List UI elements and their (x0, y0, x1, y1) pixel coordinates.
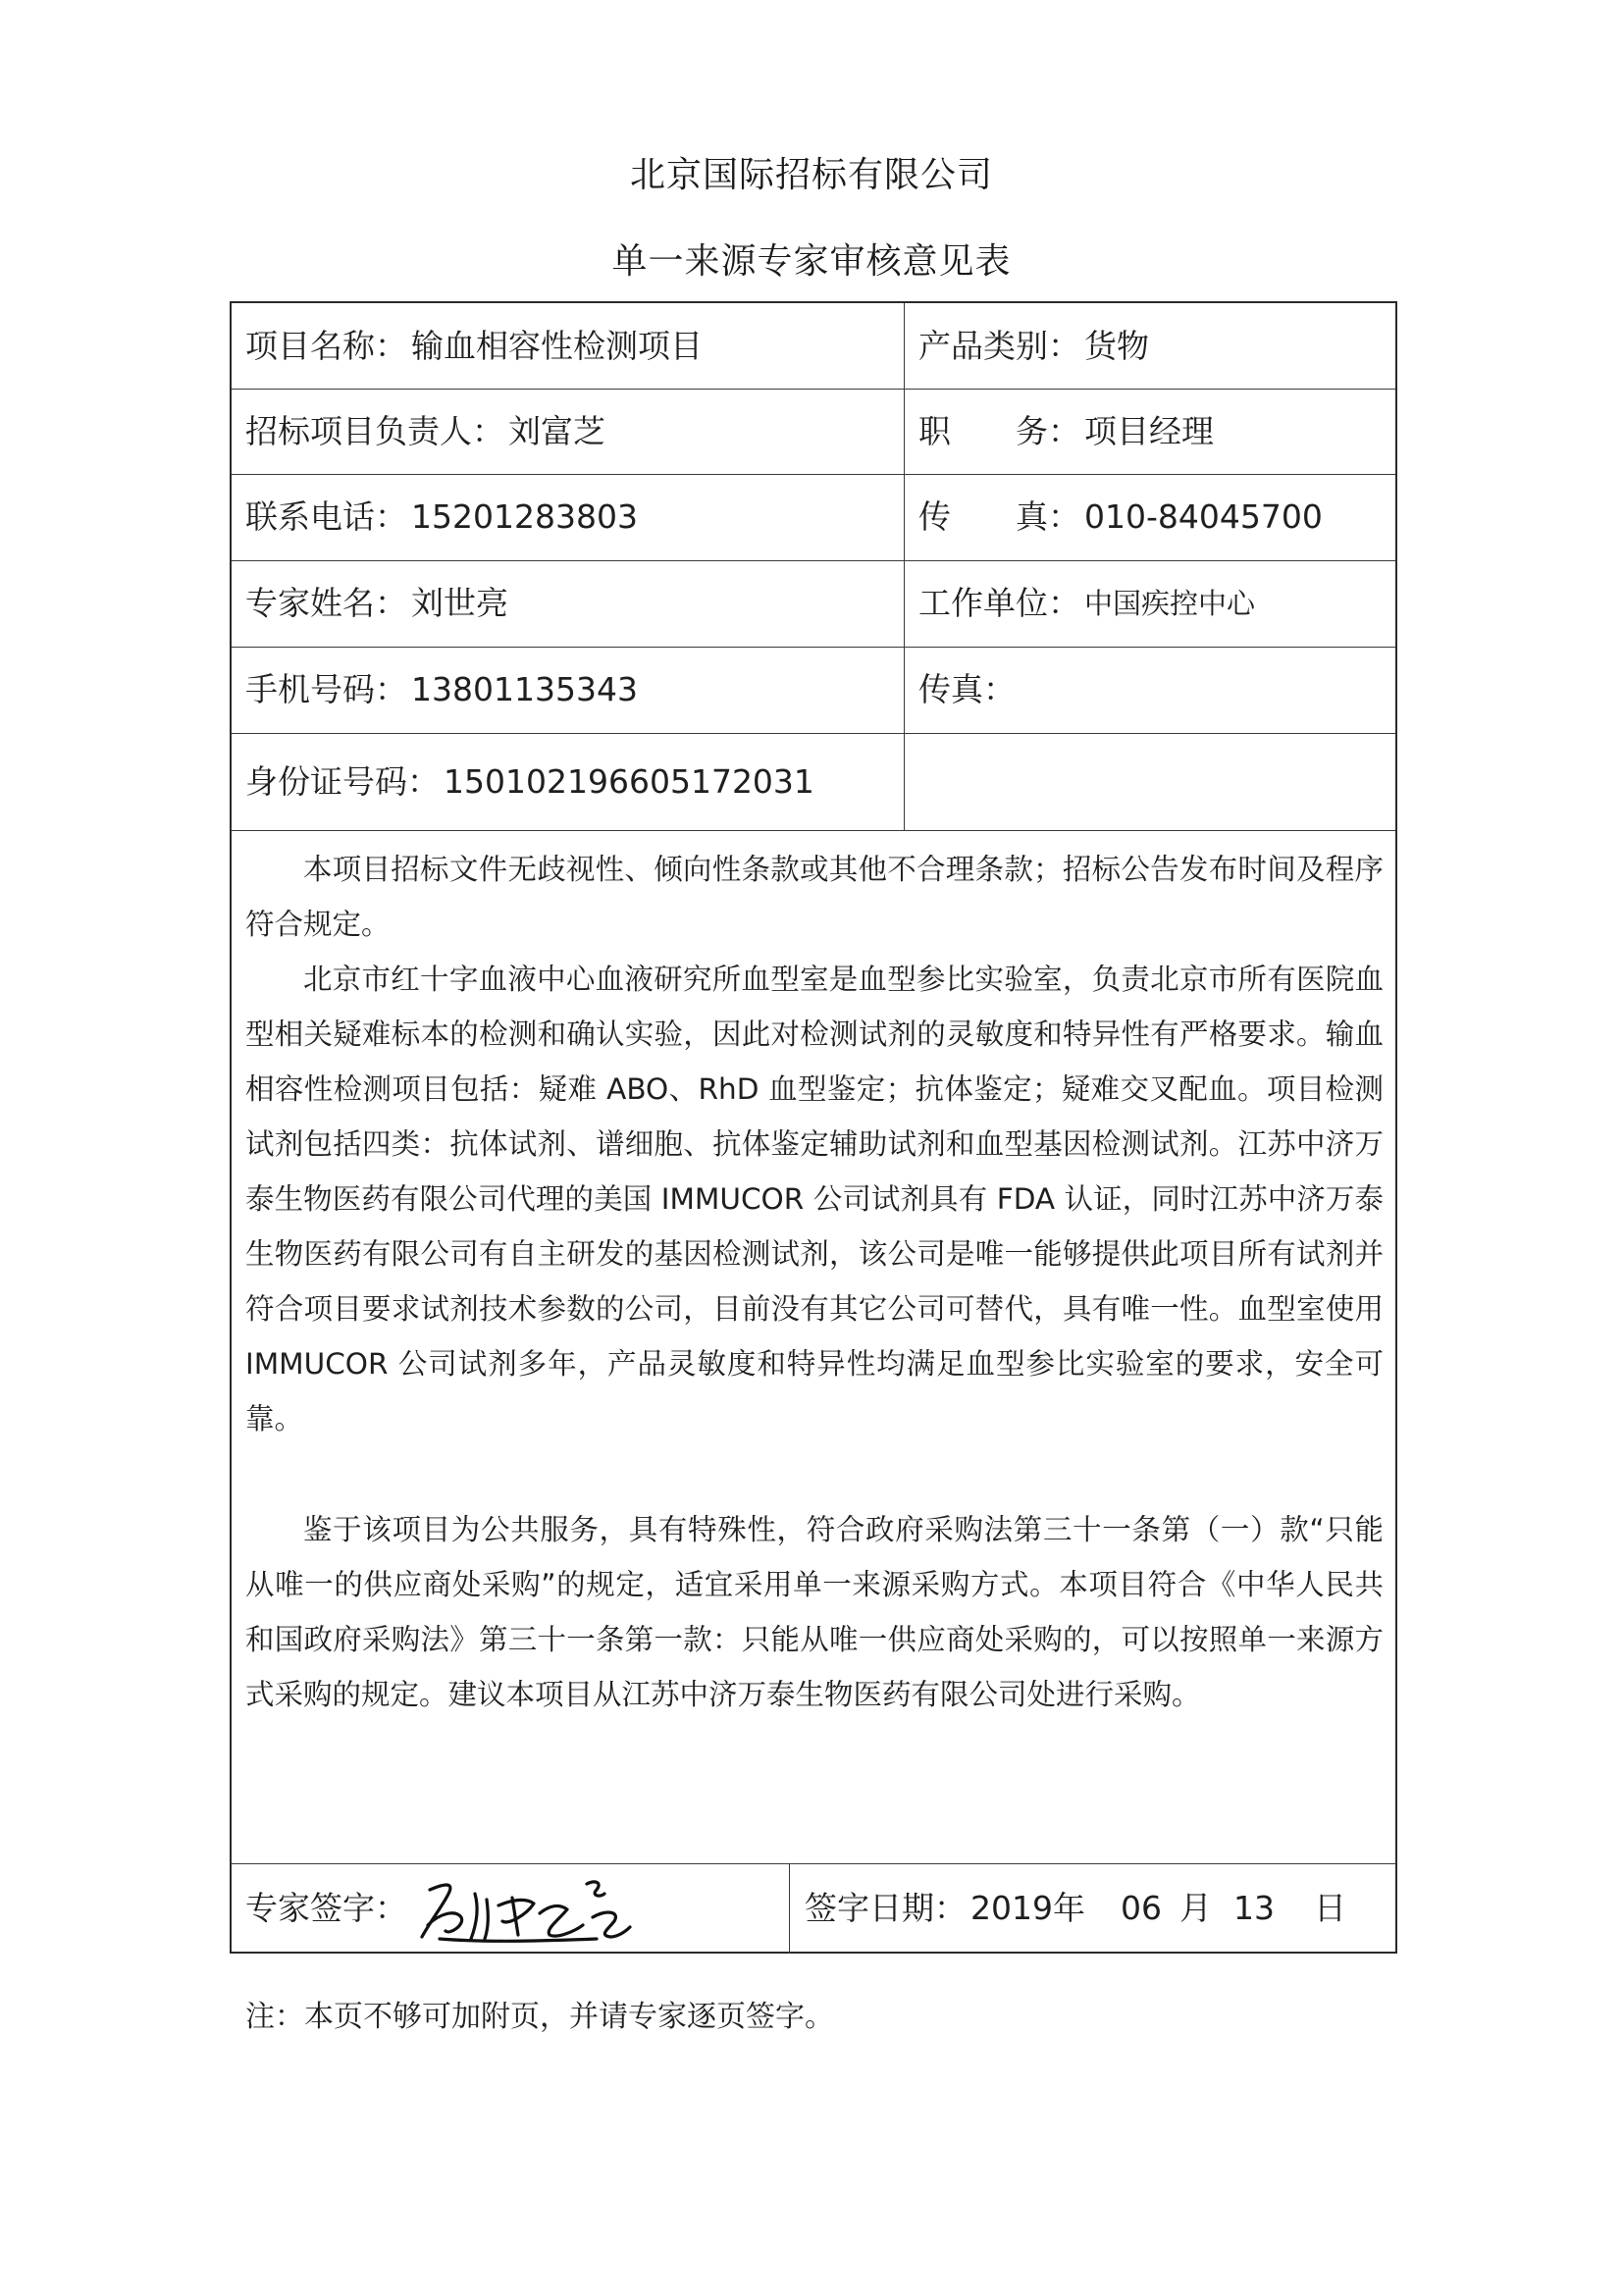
column-divider (904, 303, 905, 830)
project-name-label: 项目名称： (245, 326, 407, 365)
day-unit: 日 (1313, 1889, 1346, 1927)
work-unit-label: 工作单位： (918, 584, 1080, 622)
sign-date-cell (805, 1863, 1393, 1954)
fax-cell (918, 474, 1323, 560)
work-unit-cell (918, 560, 1255, 647)
sign-month: 06 (1120, 1889, 1162, 1927)
row-divider (232, 830, 1395, 831)
sign-year: 2019 (970, 1889, 1053, 1927)
position-cell (918, 389, 1214, 474)
fax-value: 010-84045700 (1084, 497, 1323, 536)
project-name-value: 输血相容性检测项目 (411, 326, 703, 365)
id-number-value: 150102196605172031 (444, 761, 814, 801)
mobile-label: 手机号码： (245, 670, 407, 708)
mobile-value: 13801135343 (411, 670, 638, 708)
sign-day: 13 (1232, 1889, 1275, 1927)
id-number-label: 身份证号码： (245, 761, 440, 801)
manager-cell (245, 389, 605, 474)
manager-value: 刘富芝 (508, 411, 605, 450)
manager-label: 招标项目负责人： (245, 411, 504, 450)
product-category-cell (918, 303, 1149, 389)
month-unit: 月 (1178, 1889, 1212, 1927)
work-unit-value: 中国疾控中心 (1084, 587, 1256, 620)
expert-name-cell (245, 560, 508, 647)
project-name-cell (245, 303, 703, 389)
id-number-cell (245, 733, 814, 830)
fax-label: 传 真： (918, 497, 1080, 536)
handwritten-signature (410, 1870, 636, 1958)
company-name: 北京国际招标有限公司 (629, 155, 993, 195)
mobile-cell (245, 647, 638, 733)
expert-fax-cell (918, 647, 1020, 733)
product-category-value: 货物 (1084, 326, 1149, 365)
opinion-paragraph-2: 北京市红十字血液中心血液研究所血型室是血型参比实验室，负责北京市所有医院血型相关疑难标本的检测和确认实验，因此对检测试剂的灵敏度和特异性有严格要求。输血相容性检测项目包括：疑难 ABO、RhD 血型鉴定；抗体鉴定；疑难交叉配血。项目检测试剂包括四类：抗体试剂、谱细胞、抗体鉴定辅助试剂和血型基因检测试剂。江苏中济万泰生物医药有限公司代理的美国 IMMUCOR 公司试剂具有 FDA 认证，同时江苏中济万泰生物医药有限公司有自主研发的基因检测试剂，该公司是唯一能够提供此项目所有试剂并符合项目要求试剂技术参数的公司，目前没有其它公司可替代，具有唯一性。血型室使用 IMMUCOR 公司试剂多年，产品灵敏度和特异性均满足血型参比实验室的要求，安全可靠。 (245, 963, 1384, 1435)
form-title: 单一来源专家审核意见表 (611, 241, 1012, 282)
position-value: 项目经理 (1084, 411, 1214, 450)
review-form-table (230, 301, 1397, 1954)
phone-cell (245, 474, 638, 560)
phone-label: 联系电话： (245, 497, 407, 536)
phone-value: 15201283803 (411, 497, 638, 536)
opinion-paragraph-3: 鉴于该项目为公共服务，具有特殊性，符合政府采购法第三十一条第（一）款“只能从唯一的供应商处采购”的规定，适宜采用单一来源采购方式。本项目符合《中华人民共和国政府采购法》第三十一条第一款：只能从唯一供应商处采购的，可以按照单一来源方式采购的规定。建议本项目从江苏中济万泰生物医药有限公司处进行采购。 (245, 1513, 1384, 1711)
product-category-label: 产品类别： (918, 326, 1080, 365)
expert-name-label: 专家姓名： (245, 584, 407, 622)
expert-fax-label: 传真： (918, 670, 1016, 708)
position-label: 职 务： (918, 411, 1080, 450)
footer-note: 注：本页不够可加附页，并请专家逐页签字。 (245, 2000, 834, 2034)
signature-label: 专家签字： (245, 1889, 407, 1927)
column-divider (789, 1863, 790, 1954)
sign-date-label: 签字日期： (805, 1889, 967, 1927)
expert-name-value: 刘世亮 (411, 584, 508, 622)
year-unit: 年 (1052, 1889, 1085, 1927)
signature-cell (245, 1863, 411, 1954)
opinion-paragraph-1: 本项目招标文件无歧视性、倾向性条款或其他不合理条款；招标公告发布时间及程序符合规定。 (245, 853, 1384, 941)
